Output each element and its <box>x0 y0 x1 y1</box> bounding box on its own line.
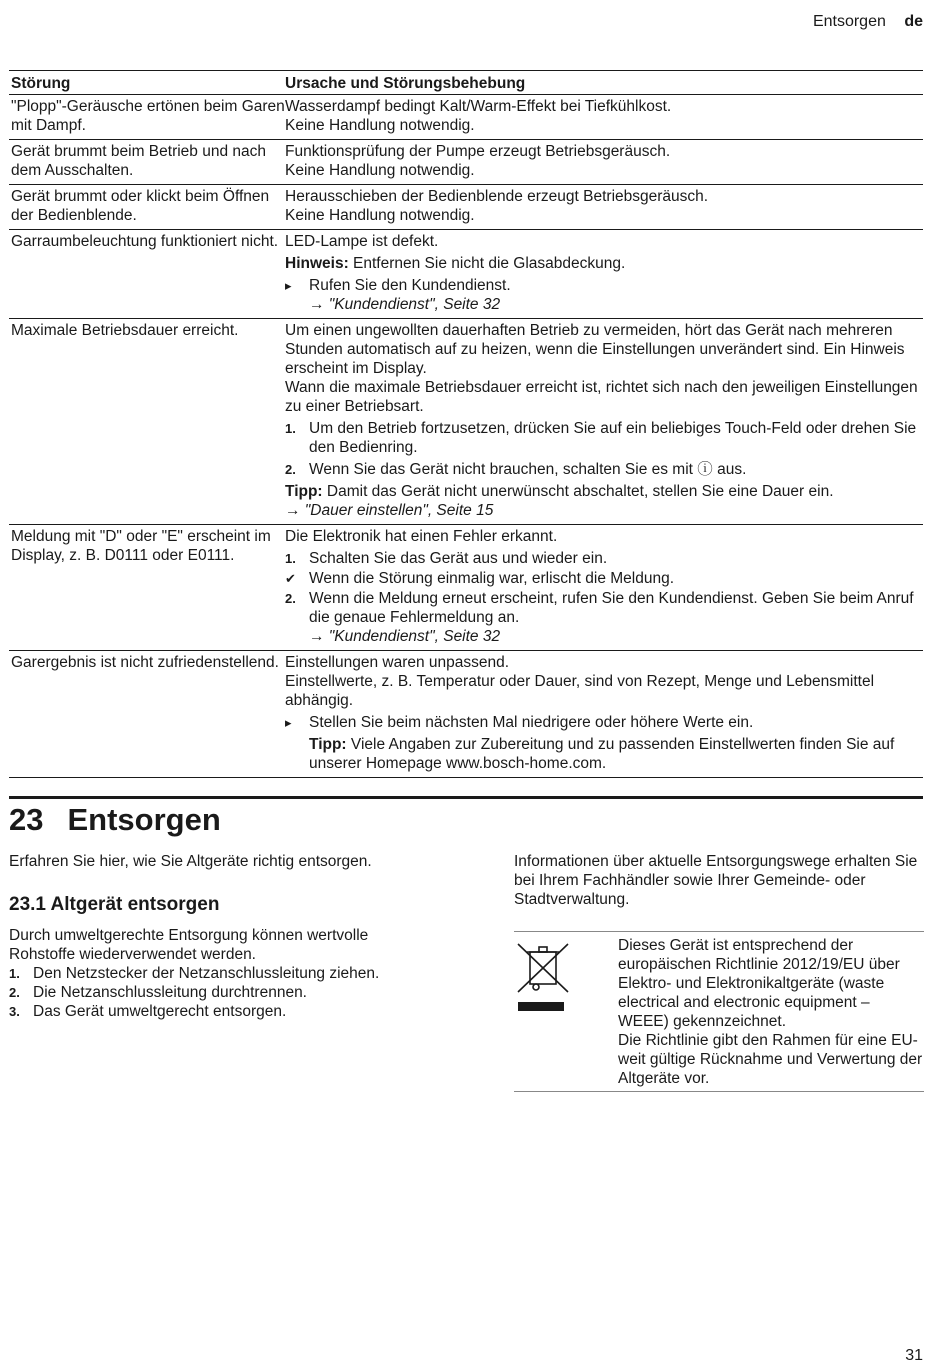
cause-cell <box>285 527 923 646</box>
page-number: 31 <box>905 1347 923 1364</box>
fault-cell: "Plopp"-Geräusche ertönen beim Garen mit Dampf. <box>11 98 285 134</box>
checkmark-icon: ✔ <box>285 571 296 586</box>
tip-label: Tipp: <box>285 483 323 500</box>
tip-label: Tipp: <box>309 736 347 753</box>
weee-paragraph: Dieses Gerät ist entsprechend der europäischen Richtlinie 2012/19/EU über Elektro- und Elektronikaltgeräte (waste electrical and electronic equipment – WEEE) gekennzeichnet. <box>618 937 900 1030</box>
action-item <box>285 713 923 732</box>
step-number: 1. <box>9 966 20 981</box>
cause-cell <box>285 321 923 520</box>
list-item <box>9 983 429 1002</box>
cause-cell <box>285 232 923 314</box>
crossed-out-wheelie-bin-icon <box>514 936 618 1088</box>
step-item <box>285 419 923 457</box>
disposal-steps <box>9 964 429 1021</box>
cause-cell <box>285 142 923 180</box>
table-row <box>9 95 923 140</box>
step-number: 1. <box>285 551 296 566</box>
fault-cell: Maximale Betriebsdauer erreicht. <box>11 322 239 339</box>
chapter-title <box>9 800 221 840</box>
hint-line <box>285 254 923 273</box>
cause-cell <box>285 187 923 225</box>
cause-line: LED-Lampe ist defekt. <box>285 233 439 250</box>
tip-line <box>285 482 923 520</box>
chapter-rule <box>9 796 923 799</box>
triangle-bullet-icon: ▸ <box>285 715 292 730</box>
step-text: Wenn Sie das Gerät nicht brauchen, schalten Sie es mit ⓘ aus. <box>309 461 747 478</box>
hint-text: Entfernen Sie nicht die Glasabdeckung. <box>348 255 626 272</box>
cause-line: Keine Handlung notwendig. <box>285 162 475 179</box>
step-text: Das Gerät umweltgerecht entsorgen. <box>33 1003 287 1020</box>
result-text: Wenn die Störung einmalig war, erlischt die Meldung. <box>309 570 675 587</box>
weee-notice <box>514 931 924 1092</box>
chapter-number: 23 <box>9 802 44 837</box>
step-number: 1. <box>285 421 296 436</box>
right-column <box>514 852 924 1092</box>
action-text: Stellen Sie beim nächsten Mal niedrigere oder höhere Werte ein. <box>309 714 754 731</box>
chapter-name: Entsorgen <box>67 802 221 837</box>
step-number: 2. <box>285 462 296 477</box>
table-row <box>9 651 923 778</box>
step-text: Den Netzstecker der Netzanschlussleitung ziehen. <box>33 965 380 982</box>
cause-line: Einstellungen waren unpassend. <box>285 654 510 671</box>
cause-line: Keine Handlung notwendig. <box>285 117 475 134</box>
cause-line: Keine Handlung notwendig. <box>285 207 475 224</box>
cross-reference-link[interactable]: → "Kundendienst", Seite 32 <box>309 628 501 645</box>
fault-cell: Garraumbeleuchtung funktioniert nicht. <box>11 233 279 250</box>
tip-text: Damit das Gerät nicht unerwünscht abschaltet, stellen Sie eine Dauer ein. <box>322 483 834 500</box>
table-row <box>9 185 923 230</box>
hint-label: Hinweis: <box>285 255 349 272</box>
fault-cell: Meldung mit "D" oder "E" erscheint im Display, z. B. D0111 oder E0111. <box>11 528 271 564</box>
step-text: Schalten Sie das Gerät aus und wieder ein. <box>309 550 608 567</box>
cause-line: Die Elektronik hat einen Fehler erkannt. <box>285 528 558 545</box>
subsection-intro: Durch umweltgerechte Entsorgung können wertvolle Rohstoffe wiederverwendet werden. <box>9 927 369 963</box>
table-row <box>9 140 923 185</box>
chapter-intro: Erfahren Sie hier, wie Sie Altgeräte richtig entsorgen. <box>9 853 372 870</box>
step-text: Um den Betrieb fortzusetzen, drücken Sie auf ein beliebiges Touch-Feld oder drehen Sie den Bedienring. <box>309 420 917 456</box>
table-row <box>9 319 923 525</box>
fault-cell: Gerät brummt oder klickt beim Öffnen der Bedienblende. <box>11 188 270 224</box>
fault-cell: Garergebnis ist nicht zufriedenstellend. <box>11 654 279 671</box>
step-item <box>285 460 923 479</box>
step-item <box>285 549 923 568</box>
cause-cell <box>285 653 923 773</box>
page-header <box>813 12 923 31</box>
disposal-info: Informationen über aktuelle Entsorgungswege erhalten Sie bei Ihrem Fachhändler sowie Ihrer Gemeinde- oder Stadtverwaltung. <box>514 853 918 908</box>
header-section: Entsorgen <box>812 13 886 30</box>
cause-paragraph: Wann die maximale Betriebsdauer erreicht ist, richtet sich nach den jeweiligen Einstellungen zu einer Betriebsart. <box>285 379 918 415</box>
weee-paragraph: Die Richtlinie gibt den Rahmen für eine EU-weit gültige Rücknahme und Verwertung der Altgeräte vor. <box>618 1032 923 1087</box>
table-header-row <box>9 71 923 95</box>
cross-reference-link[interactable]: → "Kundendienst", Seite 32 <box>309 296 501 313</box>
list-item <box>9 964 429 983</box>
cause-line: Herausschieben der Bedienblende erzeugt Betriebsgeräusch. <box>285 188 709 205</box>
cause-line: Wasserdampf bedingt Kalt/Warm-Effekt bei Tiefkühlkost. <box>285 98 672 115</box>
cause-line: Funktionsprüfung der Pumpe erzeugt Betriebsgeräusch. <box>285 143 671 160</box>
header-language: de <box>904 13 923 30</box>
subsection-title: 23.1 Altgerät entsorgen <box>9 894 220 915</box>
table-row <box>9 525 923 651</box>
cause-cell <box>285 97 923 135</box>
fault-table <box>9 70 923 778</box>
step-text: Wenn die Meldung erneut erscheint, rufen Sie den Kundendienst. Geben Sie beim Anruf die genaue Fehlermeldung an. <box>309 590 914 626</box>
tip-text: Viele Angaben zur Zubereitung und zu passenden Einstellwerten finden Sie auf unserer Homepage www.bosch-home.com. <box>309 736 895 772</box>
step-item <box>285 589 923 646</box>
cross-reference-link[interactable]: → "Dauer einstellen", Seite 15 <box>285 502 494 519</box>
weee-text <box>618 936 924 1088</box>
list-item <box>9 1002 429 1021</box>
result-item <box>285 569 923 588</box>
cause-paragraph: Um einen ungewollten dauerhaften Betrieb zu vermeiden, hört das Gerät nach mehreren Stunden automatisch auf zu heizen, wenn die Einstellungen unverändert sind. Ein Hinweis erscheint im Display. <box>285 322 905 377</box>
step-number: 3. <box>9 1004 20 1019</box>
step-number: 2. <box>285 591 296 606</box>
table-row <box>9 230 923 319</box>
action-item <box>285 276 923 314</box>
step-text: Die Netzanschlussleitung durchtrennen. <box>33 984 307 1001</box>
tip-line <box>285 735 923 773</box>
fault-cell: Gerät brummt beim Betrieb und nach dem Ausschalten. <box>11 143 267 179</box>
action-text: Rufen Sie den Kundendienst. <box>309 277 511 294</box>
col-header-fault: Störung <box>11 75 71 92</box>
col-header-cause: Ursache und Störungsbehebung <box>285 75 526 92</box>
triangle-bullet-icon: ▸ <box>285 278 292 293</box>
left-column <box>9 852 429 1021</box>
cause-line: Einstellwerte, z. B. Temperatur oder Dauer, sind von Rezept, Menge und Lebensmittel abhängig. <box>285 673 875 709</box>
step-number: 2. <box>9 985 20 1000</box>
